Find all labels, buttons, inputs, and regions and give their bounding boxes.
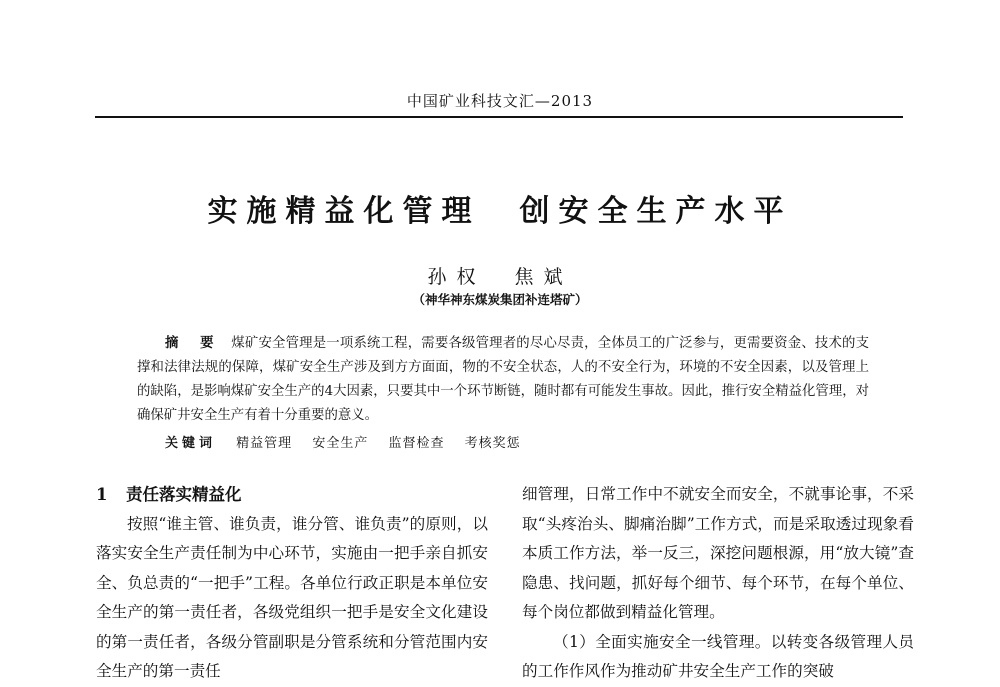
affiliation: （神华神东煤炭集团补连塔矿）	[412, 292, 588, 307]
abstract	[137, 331, 869, 428]
keyword-term: 监督检查	[388, 436, 445, 451]
running-head: 中国矿业科技文汇—2013	[406, 92, 594, 110]
section-heading	[96, 480, 488, 510]
keyword-term: 安全生产	[312, 436, 369, 451]
section-number: 1	[96, 485, 108, 504]
abstract-label: 摘 要	[165, 335, 218, 351]
body-paragraph: 细管理，日常工作中不就安全而安全，不就事论事，不采取“头疼治头、脚痛治脚”工作方式，而是采取透过现象看本质工作方法，举一反三，深挖问题根源，用“放大镜”查隐患、找问题，抓好每个细节、每个环节，在每个单位、每个岗位都做到精益化管理。	[522, 485, 914, 621]
keyword-term: 考核奖惩	[464, 436, 521, 451]
authors: 孙权 焦斌	[427, 266, 573, 288]
section-title: 责任落实精益化	[126, 485, 242, 504]
keyword-term: 精益管理	[236, 436, 293, 451]
body-paragraph: 按照“谁主管、谁负责，谁分管、谁负责”的原则，以落实安全生产责任制为中心环节，实施由一把手亲自抓安全、负总责的“一把手”工程。各单位行政正职是本单位安全生产的第一责任者，各级党组织一把手是安全文化建设的第一责任者，各级分管副职是分管系统和分管范围内安全生产的第一责任	[96, 514, 488, 680]
body-paragraph: （1）全面实施安全一线管理。以转变各级管理人员的工作作风作为推动矿井安全生产工作的突破	[522, 632, 914, 680]
paper-title: 实施精益化管理 创安全生产水平	[207, 194, 793, 229]
keywords-label: 关键词	[165, 436, 217, 451]
left-column	[96, 480, 488, 687]
keywords	[165, 432, 865, 451]
header-rule	[95, 116, 903, 118]
abstract-text: 煤矿安全管理是一项系统工程，需要各级管理者的尽心尽责，全体员工的广泛参与，更需要资金、技术的支撑和法律法规的保障，煤矿安全生产涉及到方方面面，物的不安全状态，人的不安全行为，环境的不安全因素，以及管理上的缺陷，是影响煤矿安全生产的4大因素，只要其中一个环节断链，随时都有可能发生事故。因此，推行安全精益化管理，对确保矿井安全生产有着十分重要的意义。	[137, 336, 870, 423]
right-column	[522, 480, 914, 687]
